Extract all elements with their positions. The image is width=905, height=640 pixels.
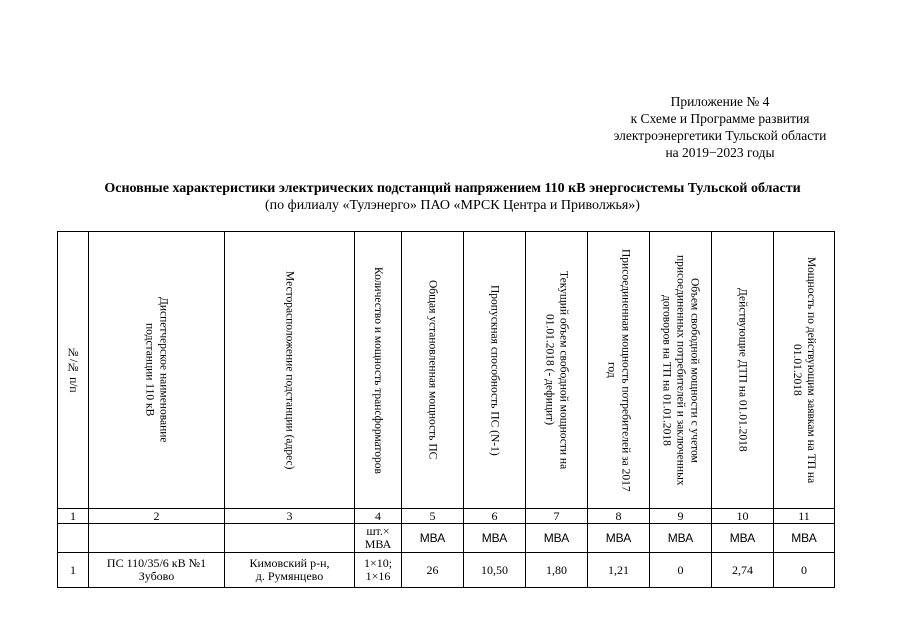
column-number: 10 xyxy=(712,509,774,524)
transformers-line-1: 1×10; xyxy=(363,556,393,570)
unit-cell xyxy=(89,524,225,553)
substation-name xyxy=(89,553,225,588)
header-cell: Количество и мощность трансформаторов xyxy=(355,232,402,509)
unit-cell: МВА xyxy=(650,524,712,553)
row-number: 1 xyxy=(58,553,89,588)
unit-cell: шт.× МВА xyxy=(355,524,402,553)
column-number: 6 xyxy=(464,509,526,524)
appendix-line-4: на 2019−2023 годы xyxy=(665,145,775,160)
table-header-row xyxy=(58,232,835,509)
header-cell: Месторасположение подстанции (адрес) xyxy=(225,232,355,509)
transformers-line-2: 1×16 xyxy=(365,569,391,583)
appendix-line-1: Приложение № 4 xyxy=(670,94,770,109)
column-number: 11 xyxy=(774,509,835,524)
column-number: 3 xyxy=(225,509,355,524)
header-cell: Пропускная способность ПС (N-1) xyxy=(464,232,526,509)
substation-location xyxy=(225,553,355,588)
transformers-cell xyxy=(355,553,402,588)
free-power-adjusted-cell: 0 xyxy=(650,553,712,588)
substation-name-line-1: ПС 110/35/6 кВ №1 xyxy=(106,556,207,570)
unit-cell: МВА xyxy=(712,524,774,553)
column-number-row xyxy=(58,509,835,524)
header-cell: Мощность по действующим заявкам на ТП на 01.01.2018 xyxy=(774,232,835,509)
location-line-2: д. Румянцево xyxy=(255,569,324,583)
total-power-cell: 26 xyxy=(402,553,464,588)
location-line-1: Кимовский р-н, xyxy=(249,556,330,570)
connected-power-cell: 1,21 xyxy=(588,553,650,588)
document-title: Основные характеристики электрических подстанций напряжением 110 кВ энергосистемы Тульской области xyxy=(104,181,801,196)
unit-cell: МВА xyxy=(526,524,588,553)
unit-cell xyxy=(225,524,355,553)
header-cell: Диспетчерское наименование подстанции 110 кВ xyxy=(89,232,225,509)
header-cell: Общая установленная мощность ПС xyxy=(402,232,464,509)
free-power-cell: 1,80 xyxy=(526,553,588,588)
column-number: 8 xyxy=(588,509,650,524)
units-row xyxy=(58,524,835,553)
unit-cell: МВА xyxy=(588,524,650,553)
unit-cell: МВА xyxy=(402,524,464,553)
header-cell: Действующие ДТП на 01.01.2018 xyxy=(712,232,774,509)
unit-cell: МВА xyxy=(464,524,526,553)
substation-name-line-2: Зубово xyxy=(138,569,175,583)
appendix-line-3: электроэнергетики Тульской области xyxy=(613,128,827,143)
header-cell: Присоединенная мощность потребителей за 2017 год xyxy=(588,232,650,509)
unit-cell: МВА xyxy=(774,524,835,553)
appendix-note xyxy=(560,93,880,161)
appendix-line-2: к Схеме и Программе развития xyxy=(630,111,810,126)
column-number: 2 xyxy=(89,509,225,524)
column-number: 1 xyxy=(58,509,89,524)
column-number: 7 xyxy=(526,509,588,524)
column-number: 9 xyxy=(650,509,712,524)
column-number: 4 xyxy=(355,509,402,524)
table-row xyxy=(58,553,835,588)
pending-requests-cell: 0 xyxy=(774,553,835,588)
header-cell: №/№ п/п xyxy=(58,232,89,509)
active-contracts-cell: 2,74 xyxy=(712,553,774,588)
header-cell: Объем свободной мощности с учетом присоединенных потребителей и заключенных договоров на ТП на 01.01.2018 xyxy=(650,232,712,509)
column-number: 5 xyxy=(402,509,464,524)
unit-cell xyxy=(58,524,89,553)
throughput-cell: 10,50 xyxy=(464,553,526,588)
header-cell: Текущий объем свободной мощности на 01.01.2018 (- дефицит) xyxy=(526,232,588,509)
substations-table xyxy=(57,231,835,588)
document-subtitle: (по филиалу «Тулэнерго» ПАО «МРСК Центра и Приволжья») xyxy=(265,198,640,213)
